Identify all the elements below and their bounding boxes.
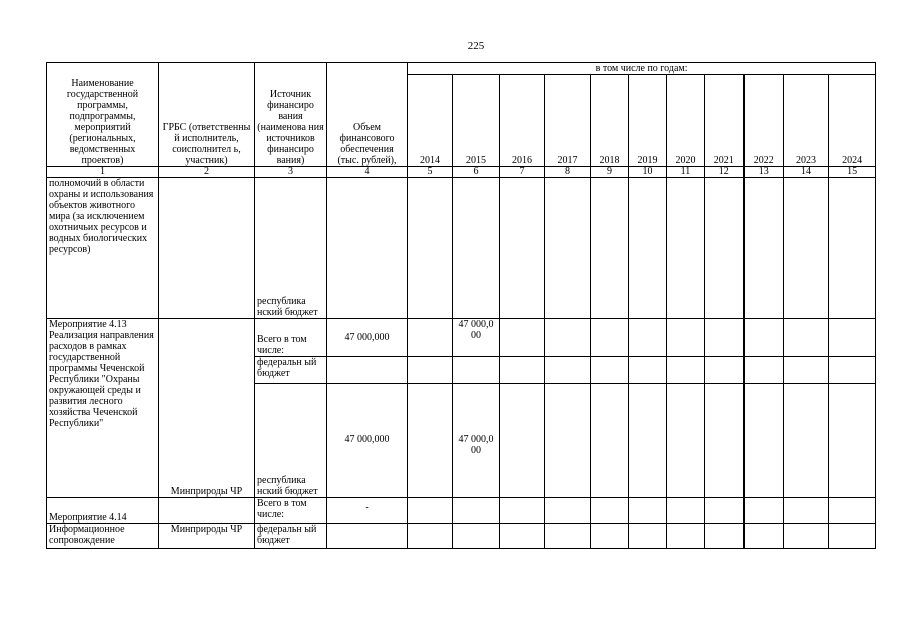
column-number: 1: [47, 167, 159, 178]
column-number: 9: [591, 167, 629, 178]
row-name: полномочий в области охраны и использования объектов животного мира (за исключением охотничьих ресурсов и водных биологических ресурсов): [47, 178, 159, 319]
column-number: 12: [705, 167, 744, 178]
header-year: 2016: [500, 75, 545, 167]
row-funding-source: республика нский бюджет: [255, 384, 327, 498]
row-value-2015: 47 000,0 00: [453, 319, 500, 357]
table-row: [47, 498, 876, 524]
table-row: [47, 178, 876, 319]
row-funding-source: федеральн ый бюджет: [255, 524, 327, 549]
header-year: 2021: [705, 75, 744, 167]
column-number: 6: [453, 167, 500, 178]
column-number: 15: [829, 167, 876, 178]
row-grbs: Минприроды ЧР: [159, 319, 255, 498]
header-total-volume: Объем финансового обеспечения (тыс. рублей),: [327, 63, 408, 167]
row-name: Мероприятие 4.13 Реализация направления расходов в рамках государственной программы Чеченской Республики "Охраны окружающей среды и развития лесного хозяйства Чеченской Республики": [47, 319, 159, 498]
row-funding-source: Всего в том числе:: [255, 498, 327, 524]
header-year: 2024: [829, 75, 876, 167]
column-number: 10: [629, 167, 667, 178]
row-total-value: 47 000,000: [327, 384, 408, 498]
header-grbs: ГРБС (ответственны й исполнитель, соисполнител ь, участник): [159, 63, 255, 167]
row-name: Информационное сопровождение: [47, 524, 159, 549]
header-year: 2023: [784, 75, 829, 167]
header-year: 2020: [667, 75, 705, 167]
row-funding-source: Всего в том числе:: [255, 319, 327, 357]
column-number: 7: [500, 167, 545, 178]
row-funding-source: республика нский бюджет: [255, 178, 327, 319]
header-year: 2019: [629, 75, 667, 167]
row-funding-source: федеральн ый бюджет: [255, 357, 327, 384]
header-year: 2018: [591, 75, 629, 167]
row-grbs: Минприроды ЧР: [159, 524, 255, 549]
column-number: 14: [784, 167, 829, 178]
column-number: 4: [327, 167, 408, 178]
row-name: Мероприятие 4.14: [47, 498, 159, 524]
header-program-name: Наименование государственной программы, подпрограммы, мероприятий (региональных, ведомственных проектов): [47, 63, 159, 167]
row-value-2015: 47 000,0 00: [453, 384, 500, 498]
header-year: 2015: [453, 75, 500, 167]
column-number: 8: [545, 167, 591, 178]
column-number: 11: [667, 167, 705, 178]
page-number: 225: [467, 40, 485, 52]
table-row: [47, 319, 876, 357]
header-year: 2017: [545, 75, 591, 167]
header-years-caption: в том числе по годам:: [408, 63, 876, 75]
header-year: 2022: [744, 75, 784, 167]
column-number: 5: [408, 167, 453, 178]
column-number: 13: [744, 167, 784, 178]
header-funding-source: Источник финансиро вания (наименова ния источников финансиро вания): [255, 63, 327, 167]
column-number: 2: [159, 167, 255, 178]
row-total-value: -: [327, 498, 408, 524]
table-row: [47, 524, 876, 549]
header-year: 2014: [408, 75, 453, 167]
column-number: 3: [255, 167, 327, 178]
financing-table: [46, 62, 876, 549]
row-total-value: 47 000,000: [327, 319, 408, 357]
